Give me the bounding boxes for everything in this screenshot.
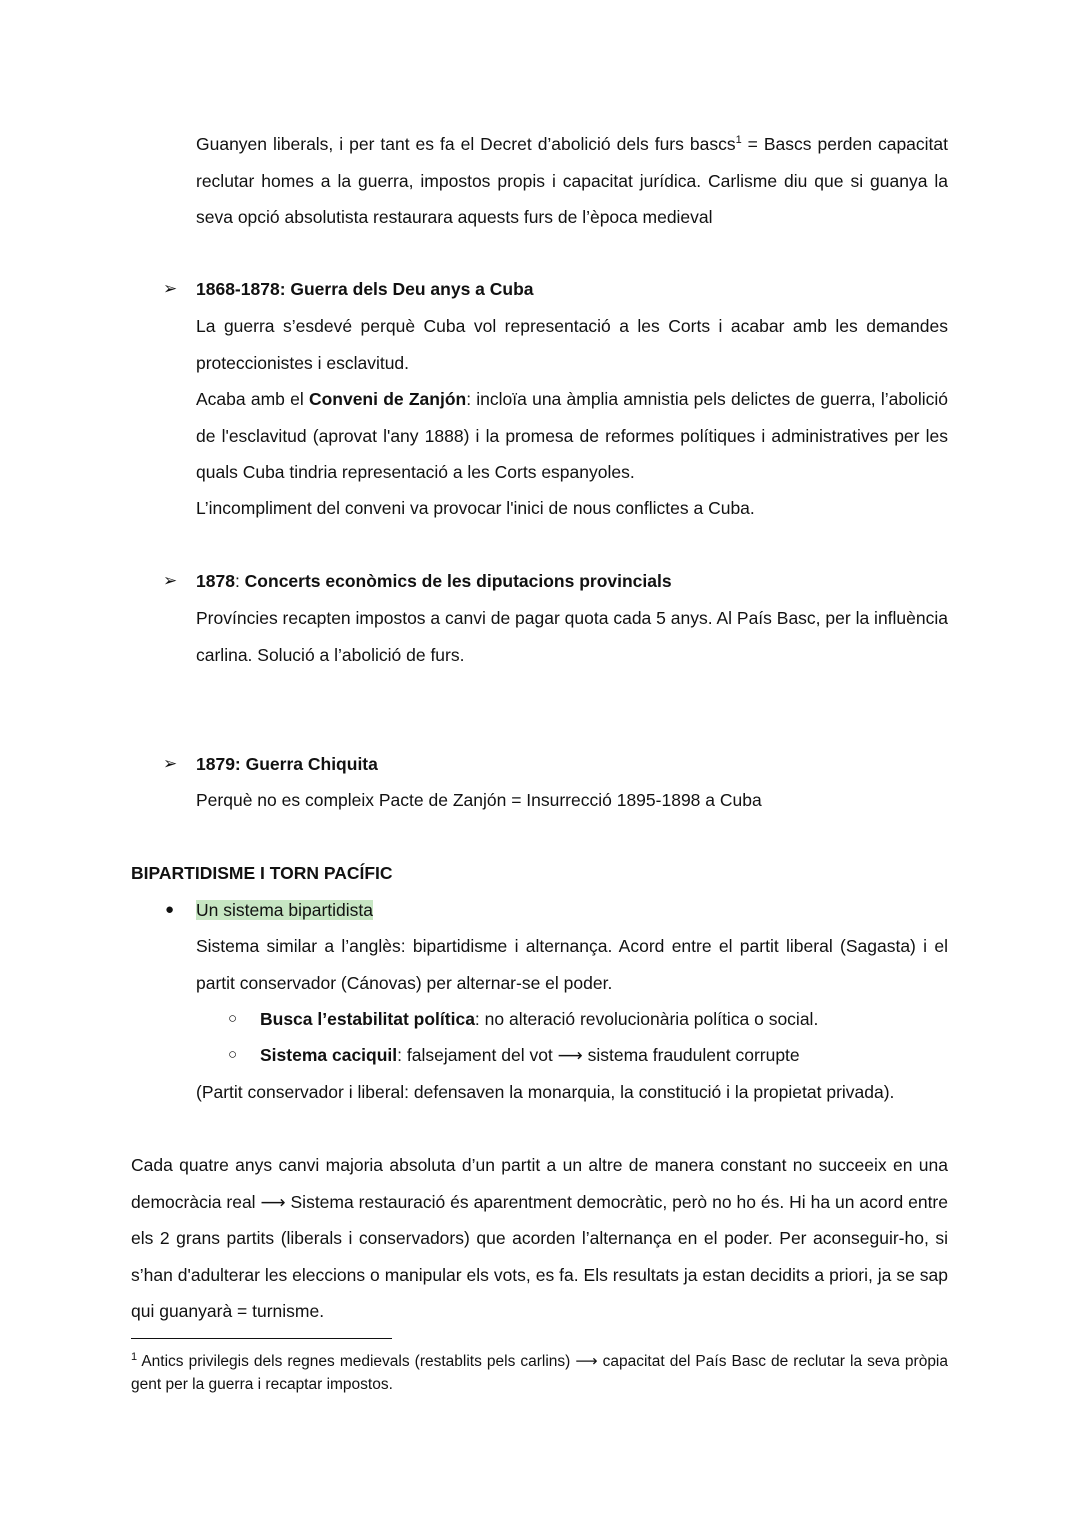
bipartidist-item [196,892,948,929]
dot-bullet-icon: ● [165,901,175,918]
footnote-ref[interactable]: 1 [735,134,742,147]
arrow-bullet-icon: ➢ [163,279,178,298]
bipartidist-paragraph: Sistema similar a l’anglès: bipartidisme i alternança. Acord entre el partit liberal (Sagasta) i el partit conservador (Cánovas) per alternar-se el poder. [196,936,948,993]
convention-breach-paragraph: L’incompliment del conveni va provocar l'inici de nous conflictes a Cuba. [196,498,755,518]
sub-item-caciquil: Sistema caciquil: falsejament del vot ⟶ sistema fraudulent corrupte [260,1045,800,1065]
zanjon-term: Conveni de Zanjón [308,389,467,409]
section-title-bipartidisme: BIPARTIDISME I TORN PACÍFIC [131,863,393,883]
section-heading-concerts: 1878: Concerts econòmics de les diputacions provincials [196,571,672,591]
zanjon-paragraph: Acaba amb el Conveni de Zanjón: incloïa una àmplia amnistia pels delictes de guerra, l’abolició de l'esclavitud (aprovat l'any 1888) i la promesa de reformes polítiques i administratives per les quals Cuba tindria representació a les Corts espanyoles. [196,389,948,482]
section-heading-guerra-chiquita: 1879: Guerra Chiquita [196,754,378,774]
highlighted-label: Un sistema bipartidista [196,900,374,920]
parties-note: (Partit conservador i liberal: defensaven la monarquia, la constitució i la propietat privada). [196,1082,895,1102]
closing-paragraph: Cada quatre anys canvi majoria absoluta d’un partit a un altre de manera constant no succeeix en una democràcia real ⟶ Sistema restauració és aparentment democràtic, però no ho és. Hi ha un acord entre els 2 grans partits (liberals i conservadors) que acorden l’alternança en el poder. Per aconseguir-ho, si s’han d'adulterar les eleccions o manipular els vots, es fa. Els resultats ja estan decidits a priori, ja se sap qui guanyarà = turnisme. [131,1155,948,1321]
sub-item-stability: Busca l’estabilitat política: no alteració revolucionària política o social. [260,1009,819,1029]
intro-text-cont: = Bascs perden capacitat reclutar homes a la guerra, impostos propis i capacitat jurídica. Carlisme diu que si guanya la seva opció absolutista restaurara aquests furs de l’època medieval [196,134,949,227]
circle-bullet-icon: ○ [228,1046,238,1063]
circle-bullet-icon: ○ [228,1010,238,1027]
concerts-paragraph: Províncies recapten impostos a canvi de pagar quota cada 5 anys. Al País Basc, per la influència carlina. Solució a l’abolició de furs. [196,608,948,665]
footnote: $^1$ Antics privilegis dels regnes medievals (restablits pels carlins) ⟶ capacitat del País Basc de reclutar la seva pròpia gent per la guerra i recaptar impostos. [131,1350,948,1393]
footnote-divider [131,1338,392,1339]
intro-text: Guanyen liberals, i per tant es fa el Decret d’abolició dels furs bascs [196,134,736,154]
guerra-chiquita-paragraph: Perquè no es compleix Pacte de Zanjón = Insurrecció 1895-1898 a Cuba [196,790,762,810]
cuba-war-paragraph: La guerra s’esdevé perquè Cuba vol representació a les Corts i acabar amb les demandes proteccionistes i esclavitud. [196,316,948,373]
arrow-bullet-icon: ➢ [163,754,178,773]
section-heading-cuba-war: 1868-1878: Guerra dels Deu anys a Cuba [196,279,534,299]
footnote-number: 1 [131,1350,138,1363]
arrow-bullet-icon: ➢ [163,571,178,590]
intro-paragraph [196,126,948,236]
